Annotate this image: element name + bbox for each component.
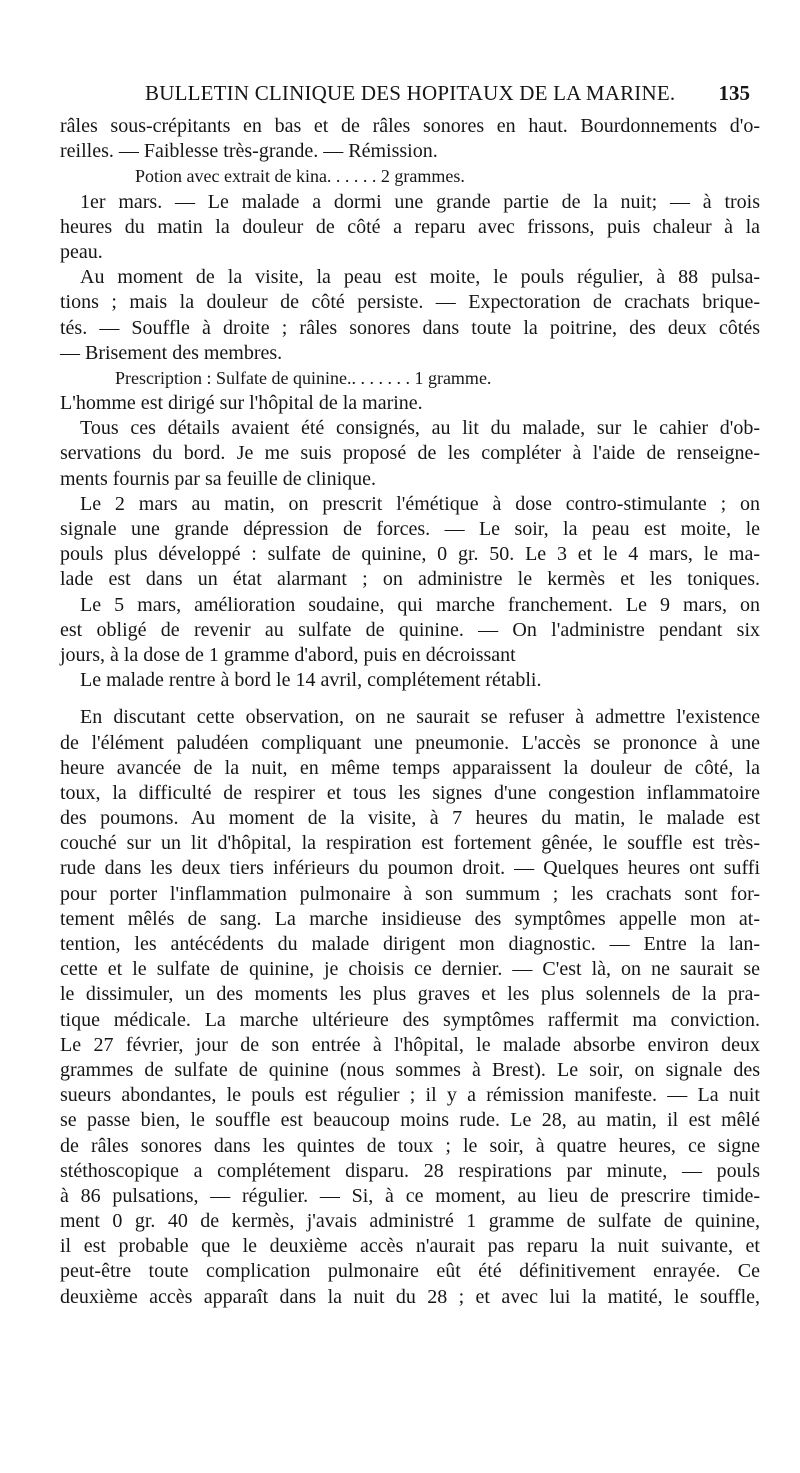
text-line: Tous ces détails avaient été consignés, au lit du malade, sur le cahier d'ob- [80, 417, 760, 440]
text-line: de l'élément paludéen compliquant une pneumonie. L'accès se prononce à une [60, 731, 760, 754]
text-line: L'homme est dirigé sur l'hôpital de la marine. [60, 392, 423, 415]
text-line: pour porter l'inflammation pulmonaire à son summum ; les crachats sont for- [60, 882, 760, 905]
text-line: Le 2 mars au matin, on prescrit l'émétique à dose contro-stimulante ; on [80, 492, 760, 515]
text-line: heure avancée de la nuit, en même temps apparaissent la douleur de côté, la [60, 756, 760, 779]
text-line: lade est dans un état alarmant ; on administre le kermès et les toniques. [60, 568, 760, 591]
text-line: tions ; mais la douleur de côté persiste. — Expectoration de crachats brique- [60, 291, 760, 314]
text-line: deuxième accès apparaît dans la nuit du 28 ; et avec lui la matité, le souffle, [60, 1285, 760, 1308]
text-line: ments fournis par sa feuille de clinique. [60, 467, 377, 490]
text-line: le dissimuler, un des moments les plus graves et les plus solennels de la pra- [60, 983, 760, 1006]
text-line: se passe bien, le souffle est beaucoup moins rude. Le 28, au matin, il est mêlé [60, 1109, 760, 1132]
text-line: sueurs abondantes, le pouls est régulier ; il y a rémission manifeste. — La nuit [60, 1084, 760, 1107]
text-line: des poumons. Au moment de la visite, à 7 heures du matin, le malade est [60, 807, 760, 830]
text-line: reilles. — Faiblesse très-grande. — Rémission. [60, 140, 438, 163]
text-line: signale une grande dépression de forces. — Le soir, la peau est moite, le [60, 518, 760, 540]
text-line: couché sur un lit d'hôpital, la respiration est fortement gênée, le souffle est très- [60, 832, 760, 855]
paragraph-gap [60, 693, 760, 705]
text-line: à 86 pulsations, — régulier. — Si, à ce moment, au lieu de prescrire timide- [60, 1184, 760, 1207]
text-line: grammes de sulfate de quinine (nous sommes à Brest). Le soir, on signale des [60, 1058, 760, 1081]
text-line: râles sous-crépitants en bas et de râles sonores en haut. Bourdonnements d'o- [60, 115, 760, 137]
text-line: Au moment de la visite, la peau est moite, le pouls régulier, à 88 pulsa- [80, 266, 760, 289]
page-header [60, 78, 750, 108]
text-line: servations du bord. Je me suis proposé de les compléter à l'aide de renseigne- [60, 442, 760, 465]
text-line: jours, à la dose de 1 gramme d'abord, puis en décroissant [60, 643, 516, 666]
text-line: tement mêlés de sang. La marche insidieuse des symptômes appelle mon at- [60, 907, 760, 930]
running-title: BULLETIN CLINIQUE DES HOPITAUX DE LA MARINE. [145, 81, 676, 105]
text-line: Le 27 février, jour de son entrée à l'hôpital, le malade absorbe environ deux [60, 1033, 760, 1056]
text-line: 1er mars. — Le malade a dormi une grande partie de la nuit; — à trois [80, 190, 760, 213]
text-line: Le malade rentre à bord le 14 avril, complétement rétabli. [80, 669, 542, 692]
text-line: tention, les antécédents du malade dirigent mon diagnostic. — Entre la lan- [60, 933, 760, 955]
text-line: Le 5 mars, amélioration soudaine, qui marche franchement. Le 9 mars, on [80, 593, 760, 616]
text-line: toux, la difficulté de respirer et tous les signes d'une congestion inflammatoire [60, 781, 760, 804]
page-body [60, 114, 760, 1310]
text-line: de râles sonores dans les quintes de toux ; le soir, à quatre heures, ce signe [60, 1134, 760, 1157]
text-line: il est probable que le deuxième accès n'aurait pas reparu la nuit suivante, et [60, 1235, 760, 1258]
prescription-line: Potion avec extrait de kina. . . . . . 2 grammes. [135, 166, 465, 187]
text-line: En discutant cette observation, on ne saurait se refuser à admettre l'existence [80, 706, 760, 729]
text-line: ment 0 gr. 40 de kermès, j'avais administré 1 gramme de sulfate de quinine, [60, 1210, 760, 1233]
text-line: peau. [60, 240, 103, 263]
text-line: tés. — Souffle à droite ; râles sonores dans toute la poitrine, des deux côtés [60, 316, 760, 339]
text-line: stéthoscopique a complétement disparu. 28 respirations par minute, — pouls [60, 1159, 760, 1182]
text-line: tique médicale. La marche ultérieure des symptômes raffermit ma conviction. [60, 1008, 760, 1031]
text-line: pouls plus développé : sulfate de quinine, 0 gr. 50. Le 3 et le 4 mars, le ma- [60, 543, 760, 566]
text-line: est obligé de revenir au sulfate de quinine. — On l'administre pendant six [60, 618, 760, 641]
text-line: heures du matin la douleur de côté a reparu avec frissons, puis chaleur à la [60, 215, 760, 238]
page-number: 135 [718, 81, 750, 105]
prescription-line: Prescription : Sulfate de quinine.. . . . . . . 1 gramme. [115, 367, 492, 388]
text-line: peut-être toute complication pulmonaire eût été définitivement enrayée. Ce [60, 1260, 760, 1283]
text-line: cette et le sulfate de quinine, je choisis ce dernier. — C'est là, on ne saurait se [60, 958, 760, 981]
text-line: rude dans les deux tiers inférieurs du poumon droit. — Quelques heures ont suffi [60, 857, 760, 880]
text-line: — Brisement des membres. [60, 341, 283, 364]
